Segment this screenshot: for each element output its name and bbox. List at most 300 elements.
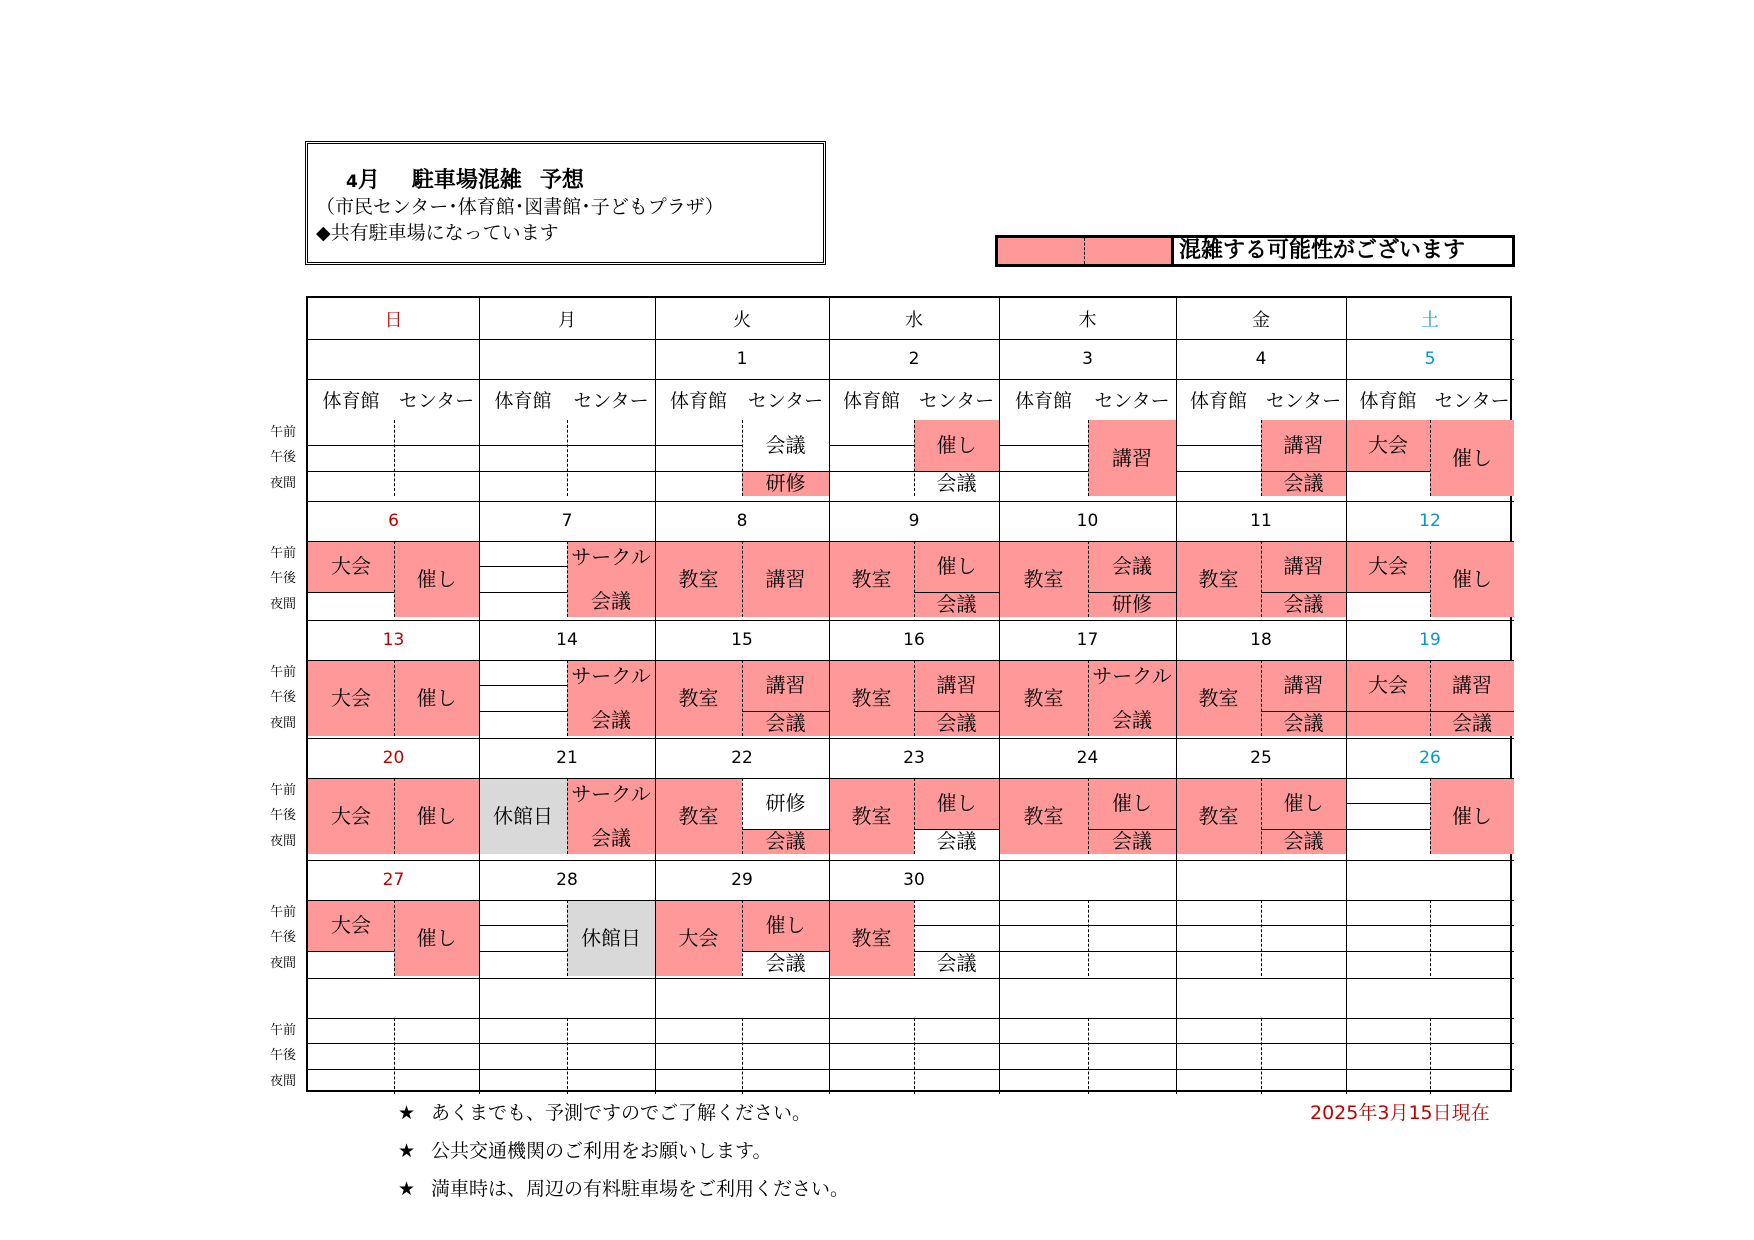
- grid-line: [1346, 1043, 1430, 1044]
- event-cell: [742, 951, 829, 976]
- grid-line: [999, 471, 1088, 472]
- event-cell: [308, 900, 394, 951]
- event-label: 大会: [1368, 433, 1408, 458]
- grid-line: [308, 1043, 394, 1044]
- event-label: 会議: [936, 592, 977, 617]
- event-cell: [829, 660, 914, 736]
- event-label: 講習: [1283, 554, 1324, 579]
- facility-subtitle: （市民センター･体育館･図書館･子どもプラザ）: [316, 196, 724, 218]
- event-label: 大会: [331, 686, 371, 710]
- day-number: [1346, 860, 1514, 900]
- event-label: 催し: [1452, 804, 1492, 828]
- event-label: 会議: [1283, 829, 1324, 854]
- grid-line: [829, 1069, 914, 1070]
- event-cell: [308, 660, 394, 736]
- event-cell: [479, 778, 567, 854]
- event-label: 休館日: [493, 804, 553, 828]
- grid-line: [655, 1069, 742, 1070]
- event-cell: [655, 778, 742, 854]
- event-cell: [567, 778, 655, 854]
- grid-line: [308, 951, 394, 952]
- grid-line: [1088, 951, 1176, 952]
- footer-note-2: [398, 1136, 772, 1163]
- grid-line: [1176, 1069, 1261, 1070]
- legend-label: 混雑する可能性がございます: [1179, 238, 1466, 263]
- time-row-label: 午前: [270, 546, 297, 562]
- event-label: 講習: [1452, 673, 1492, 698]
- grid-line: [829, 1043, 914, 1044]
- event-label: 講習: [765, 673, 806, 698]
- grid-line: [394, 471, 479, 472]
- event-cell: [999, 660, 1088, 736]
- event-label: 教室: [678, 804, 719, 828]
- grid-line: [742, 1018, 743, 1094]
- facility-subheader: センター: [747, 390, 824, 412]
- event-cell: [394, 660, 479, 736]
- event-cell: [742, 829, 829, 854]
- event-cell: [567, 541, 655, 617]
- grid-line: [742, 1043, 829, 1044]
- event-cell: [1088, 829, 1176, 854]
- event-label: 教室: [851, 804, 892, 828]
- event-label: 大会: [1368, 554, 1408, 579]
- event-cell: [1261, 471, 1346, 496]
- event-label: 会議: [1283, 592, 1324, 617]
- event-label: 催し: [416, 804, 457, 828]
- facility-subheader: センター: [918, 390, 995, 412]
- event-label: サークル: [571, 664, 651, 688]
- shared-parking-note: ◆共有駐車場になっています: [316, 222, 559, 244]
- event-label: 教室: [851, 686, 892, 710]
- event-label: 大会: [678, 926, 719, 950]
- facility-subheader: 体育館: [322, 390, 380, 412]
- event-label: 催し: [936, 791, 977, 816]
- grid-line: [1430, 1043, 1514, 1044]
- event-cell: [1430, 420, 1514, 496]
- grid-line: [914, 1069, 999, 1070]
- event-label: 会議: [1283, 711, 1324, 736]
- time-row-label: 午後: [270, 930, 297, 946]
- grid-line: [479, 951, 567, 952]
- weekday-header: 水: [905, 309, 923, 331]
- event-label: 教室: [1023, 804, 1064, 828]
- day-number: 1: [736, 349, 748, 369]
- grid-line: [1346, 592, 1430, 593]
- grid-line: [479, 566, 567, 567]
- event-label: 教室: [1023, 567, 1064, 591]
- grid-line: [1346, 925, 1430, 926]
- event-cell: [1346, 711, 1430, 736]
- event-cell: [655, 541, 742, 617]
- grid-line: [914, 1018, 915, 1094]
- event-cell: [308, 778, 394, 854]
- grid-line: [394, 1069, 479, 1070]
- event-label: 教室: [678, 567, 719, 591]
- event-cell: [1176, 660, 1261, 736]
- grid-line: [479, 685, 567, 686]
- event-cell: [1346, 660, 1430, 711]
- grid-line: [479, 711, 567, 712]
- grid-line: [1176, 1043, 1261, 1044]
- event-cell: [742, 711, 829, 736]
- event-label: 催し: [936, 554, 977, 579]
- grid-line: [394, 420, 395, 496]
- legend-swatch: [998, 238, 1174, 264]
- grid-line: [1430, 1018, 1431, 1094]
- day-number: 29: [731, 870, 753, 890]
- day-number: 5: [1424, 349, 1436, 369]
- event-cell: [1261, 420, 1346, 471]
- event-cell: [1261, 829, 1346, 854]
- weekday-header: 日: [384, 309, 403, 331]
- grid-line: [479, 445, 567, 446]
- event-label: 休館日: [581, 926, 641, 950]
- grid-line: [567, 420, 568, 496]
- grid-line: [1346, 1069, 1430, 1070]
- event-cell: [742, 541, 829, 617]
- time-row-label: 夜間: [270, 475, 297, 491]
- day-number: 26: [1419, 748, 1441, 768]
- event-label: 会議: [765, 433, 806, 458]
- event-cell: [914, 471, 999, 496]
- grid-line: [567, 1043, 655, 1044]
- event-cell: [914, 711, 999, 736]
- facility-subheader: センター: [398, 390, 475, 412]
- event-cell: [914, 660, 999, 711]
- event-label: 講習: [1112, 446, 1152, 470]
- event-cell: [829, 778, 914, 854]
- day-number: 3: [1082, 349, 1093, 369]
- event-label: 催し: [765, 913, 806, 938]
- grid-line: [1430, 951, 1514, 952]
- event-cell: [1176, 778, 1261, 854]
- weekday-header: 土: [1421, 309, 1439, 331]
- day-number: 4: [1255, 349, 1267, 369]
- grid-line: [1176, 471, 1261, 472]
- day-number: 8: [736, 511, 748, 531]
- event-cell: [1088, 660, 1176, 736]
- event-label: 教室: [1023, 686, 1064, 710]
- event-label: サークル: [571, 782, 651, 806]
- grid-line: [1176, 951, 1261, 952]
- grid-line: [308, 471, 394, 472]
- event-cell: [742, 778, 829, 829]
- event-cell: [1346, 420, 1430, 471]
- event-label: サークル: [1092, 664, 1172, 688]
- event-label: 会議: [591, 589, 631, 613]
- event-label: 会議: [936, 951, 977, 976]
- event-cell: [1430, 541, 1514, 617]
- event-cell: [567, 660, 655, 736]
- event-label: 教室: [678, 686, 719, 710]
- event-label: 会議: [1452, 711, 1492, 736]
- event-label: 教室: [1198, 567, 1239, 591]
- day-number: [1176, 978, 1346, 1018]
- day-number: [1346, 978, 1514, 1018]
- grid-line: [394, 1043, 479, 1044]
- grid-line: [1261, 1069, 1346, 1070]
- grid-line: [1430, 925, 1514, 926]
- event-label: 教室: [1198, 686, 1239, 710]
- event-label: 会議: [1283, 471, 1324, 496]
- weekday-header: 木: [1078, 309, 1097, 331]
- day-number: 11: [1250, 511, 1272, 531]
- star-icon: ★: [398, 1102, 416, 1124]
- title-month-unit: 月: [357, 168, 380, 193]
- event-cell: [829, 900, 914, 976]
- grid-line: [1261, 925, 1346, 926]
- grid-line: [1088, 1018, 1089, 1094]
- star-icon: ★: [398, 1140, 416, 1162]
- time-row-label: 夜間: [270, 833, 297, 849]
- grid-line: [999, 445, 1088, 446]
- event-label: 大会: [331, 554, 371, 579]
- day-number: [1176, 860, 1346, 900]
- title-text: 駐車場混雑: [411, 168, 522, 193]
- event-cell: [655, 660, 742, 736]
- event-label: 教室: [851, 926, 892, 950]
- day-number: 20: [382, 748, 405, 768]
- event-cell: [742, 420, 829, 471]
- time-row-label: 夜間: [270, 596, 297, 612]
- time-row-label: 午前: [270, 905, 297, 921]
- grid-line: [829, 471, 914, 472]
- time-row-label: 午前: [270, 425, 297, 441]
- day-number: 13: [382, 630, 405, 650]
- day-number: [308, 978, 479, 1018]
- weekday-header: 金: [1252, 309, 1270, 331]
- event-cell: [1088, 541, 1176, 592]
- event-label: 講習: [936, 673, 977, 698]
- grid-line: [655, 445, 742, 446]
- page-title: [346, 168, 584, 195]
- time-row-label: 夜間: [270, 955, 297, 971]
- event-label: 会議: [765, 951, 806, 976]
- facility-subheader: 体育館: [1359, 390, 1417, 412]
- day-number: [999, 860, 1176, 900]
- event-cell: [394, 900, 479, 976]
- day-number: 30: [903, 870, 925, 890]
- grid-line: [1346, 829, 1430, 830]
- event-cell: [1430, 711, 1514, 736]
- day-number: 28: [556, 870, 578, 890]
- grid-line: [914, 925, 999, 926]
- day-number: 22: [731, 748, 753, 768]
- event-label: 会議: [936, 829, 977, 854]
- grid-line: [999, 951, 1088, 952]
- title-text-2: 予想: [539, 168, 584, 193]
- facility-subheader: 体育館: [669, 390, 727, 412]
- event-label: 催し: [936, 433, 977, 458]
- event-label: 研修: [1112, 592, 1152, 617]
- grid-line: [308, 1069, 394, 1070]
- facility-subheader: センター: [573, 390, 649, 412]
- grid-line: [1088, 900, 1089, 976]
- grid-line: [308, 592, 394, 593]
- event-cell: [829, 541, 914, 617]
- event-label: 会議: [1112, 554, 1152, 579]
- event-label: 会議: [765, 711, 806, 736]
- event-cell: [914, 420, 999, 471]
- event-cell: [394, 778, 479, 854]
- event-label: 大会: [331, 804, 371, 828]
- grid-line: [479, 925, 567, 926]
- grid-line: [655, 1043, 742, 1044]
- event-label: 教室: [851, 567, 892, 591]
- grid-line: [1261, 951, 1346, 952]
- grid-line: [479, 1069, 567, 1070]
- grid-line: [742, 1069, 829, 1070]
- event-label: 講習: [1283, 433, 1324, 458]
- grid-line: [567, 1018, 568, 1094]
- grid-line: [567, 471, 655, 472]
- grid-line: [1346, 471, 1430, 472]
- time-row-label: 午後: [270, 808, 297, 824]
- day-number: [829, 978, 999, 1018]
- event-cell: [914, 592, 999, 617]
- time-row-label: 午後: [270, 690, 297, 706]
- event-label: 催し: [1452, 567, 1492, 591]
- event-cell: [914, 829, 999, 854]
- grid-line: [1346, 803, 1430, 804]
- event-cell: [1346, 541, 1430, 592]
- event-cell: [1430, 660, 1514, 711]
- day-number: [479, 339, 655, 379]
- event-cell: [999, 541, 1088, 617]
- event-cell: [308, 541, 394, 592]
- grid-line: [479, 592, 567, 593]
- grid-line: [1430, 1069, 1514, 1070]
- day-number: [999, 978, 1176, 1018]
- event-label: 大会: [1368, 673, 1408, 698]
- facility-subheader: 体育館: [842, 390, 900, 412]
- event-label: 会議: [591, 826, 631, 850]
- time-row-label: 午前: [270, 783, 297, 799]
- time-row-label: 午後: [270, 450, 297, 466]
- grid-line: [479, 1043, 567, 1044]
- day-number: 16: [903, 630, 925, 650]
- event-cell: [1088, 778, 1176, 829]
- event-cell: [1430, 778, 1514, 854]
- grid-line: [1346, 951, 1430, 952]
- event-cell: [1088, 420, 1176, 496]
- grid-line: [1261, 900, 1262, 976]
- grid-line: [1430, 900, 1431, 976]
- grid-line: [479, 471, 567, 472]
- grid-line: [1176, 445, 1261, 446]
- event-label: 会議: [1112, 829, 1152, 854]
- event-cell: [742, 471, 829, 496]
- event-cell: [1261, 541, 1346, 592]
- day-number: 17: [1076, 630, 1099, 650]
- grid-line: [567, 445, 655, 446]
- event-label: 会議: [765, 829, 806, 854]
- event-label: 研修: [765, 791, 806, 816]
- grid-line: [1088, 1069, 1176, 1070]
- grid-line: [1088, 925, 1176, 926]
- grid-line: [914, 1043, 999, 1044]
- event-label: 大会: [331, 913, 371, 938]
- grid-line: [567, 1069, 655, 1070]
- star-icon: ★: [398, 1178, 416, 1200]
- facility-subheader: 体育館: [1014, 390, 1072, 412]
- day-number: 25: [1250, 748, 1272, 768]
- event-label: 教室: [1198, 804, 1239, 828]
- event-label: 催し: [1452, 446, 1492, 470]
- event-cell: [742, 660, 829, 711]
- calendar-grid: [306, 296, 1512, 1092]
- event-label: 会議: [936, 471, 977, 496]
- legend: [995, 235, 1515, 267]
- day-number: 24: [1076, 748, 1099, 768]
- event-cell: [1088, 592, 1176, 617]
- day-number: 19: [1419, 630, 1441, 650]
- grid-line: [1176, 925, 1261, 926]
- day-number: 6: [388, 511, 399, 531]
- time-row-label: 夜間: [270, 1073, 297, 1089]
- time-row-label: 午前: [270, 1023, 297, 1039]
- event-label: 講習: [765, 567, 806, 591]
- facility-subheader: 体育館: [494, 390, 552, 412]
- day-number: 27: [382, 870, 405, 890]
- footer-note-text: あくまでも、予測ですのでご了解ください。: [431, 1102, 812, 1124]
- facility-subheader: センター: [1434, 390, 1510, 412]
- day-number: [308, 339, 479, 379]
- grid-line: [394, 445, 479, 446]
- grid-line: [308, 1018, 1514, 1019]
- header-box: [305, 141, 826, 265]
- grid-line: [999, 1043, 1088, 1044]
- event-cell: [1176, 541, 1261, 617]
- footer-note-3: [398, 1174, 849, 1201]
- grid-line: [999, 1069, 1088, 1070]
- grid-line: [1261, 1018, 1262, 1094]
- day-number: 10: [1076, 511, 1099, 531]
- weekday-header: 月: [558, 309, 576, 331]
- grid-line: [999, 925, 1088, 926]
- event-cell: [1261, 660, 1346, 711]
- event-cell: [394, 541, 479, 617]
- event-label: 催し: [1112, 791, 1152, 816]
- event-cell: [655, 900, 742, 976]
- event-cell: [999, 778, 1088, 854]
- event-cell: [914, 778, 999, 829]
- grid-line: [1261, 1043, 1346, 1044]
- day-number: 14: [556, 630, 578, 650]
- footer-note-text: 公共交通機関のご利用をお願いします。: [431, 1140, 772, 1162]
- title-month: 4: [346, 172, 358, 192]
- event-cell: [1261, 711, 1346, 736]
- day-number: 21: [556, 748, 578, 768]
- event-label: 催し: [1283, 791, 1324, 816]
- time-row-label: 午後: [270, 1048, 297, 1064]
- event-label: 研修: [765, 471, 806, 496]
- grid-line: [655, 471, 742, 472]
- as-of-date: 2025年3月15日現在: [1310, 1102, 1490, 1124]
- day-number: 15: [731, 630, 753, 650]
- event-label: 催し: [416, 686, 457, 710]
- event-label: 催し: [416, 926, 457, 950]
- grid-line: [829, 445, 914, 446]
- event-cell: [1261, 592, 1346, 617]
- event-label: 会議: [591, 708, 631, 732]
- facility-subheader: センター: [1265, 390, 1342, 412]
- time-row-label: 夜間: [270, 715, 297, 731]
- event-label: 会議: [936, 711, 977, 736]
- event-cell: [1261, 778, 1346, 829]
- day-number: 2: [908, 349, 920, 369]
- day-number: 18: [1250, 630, 1272, 650]
